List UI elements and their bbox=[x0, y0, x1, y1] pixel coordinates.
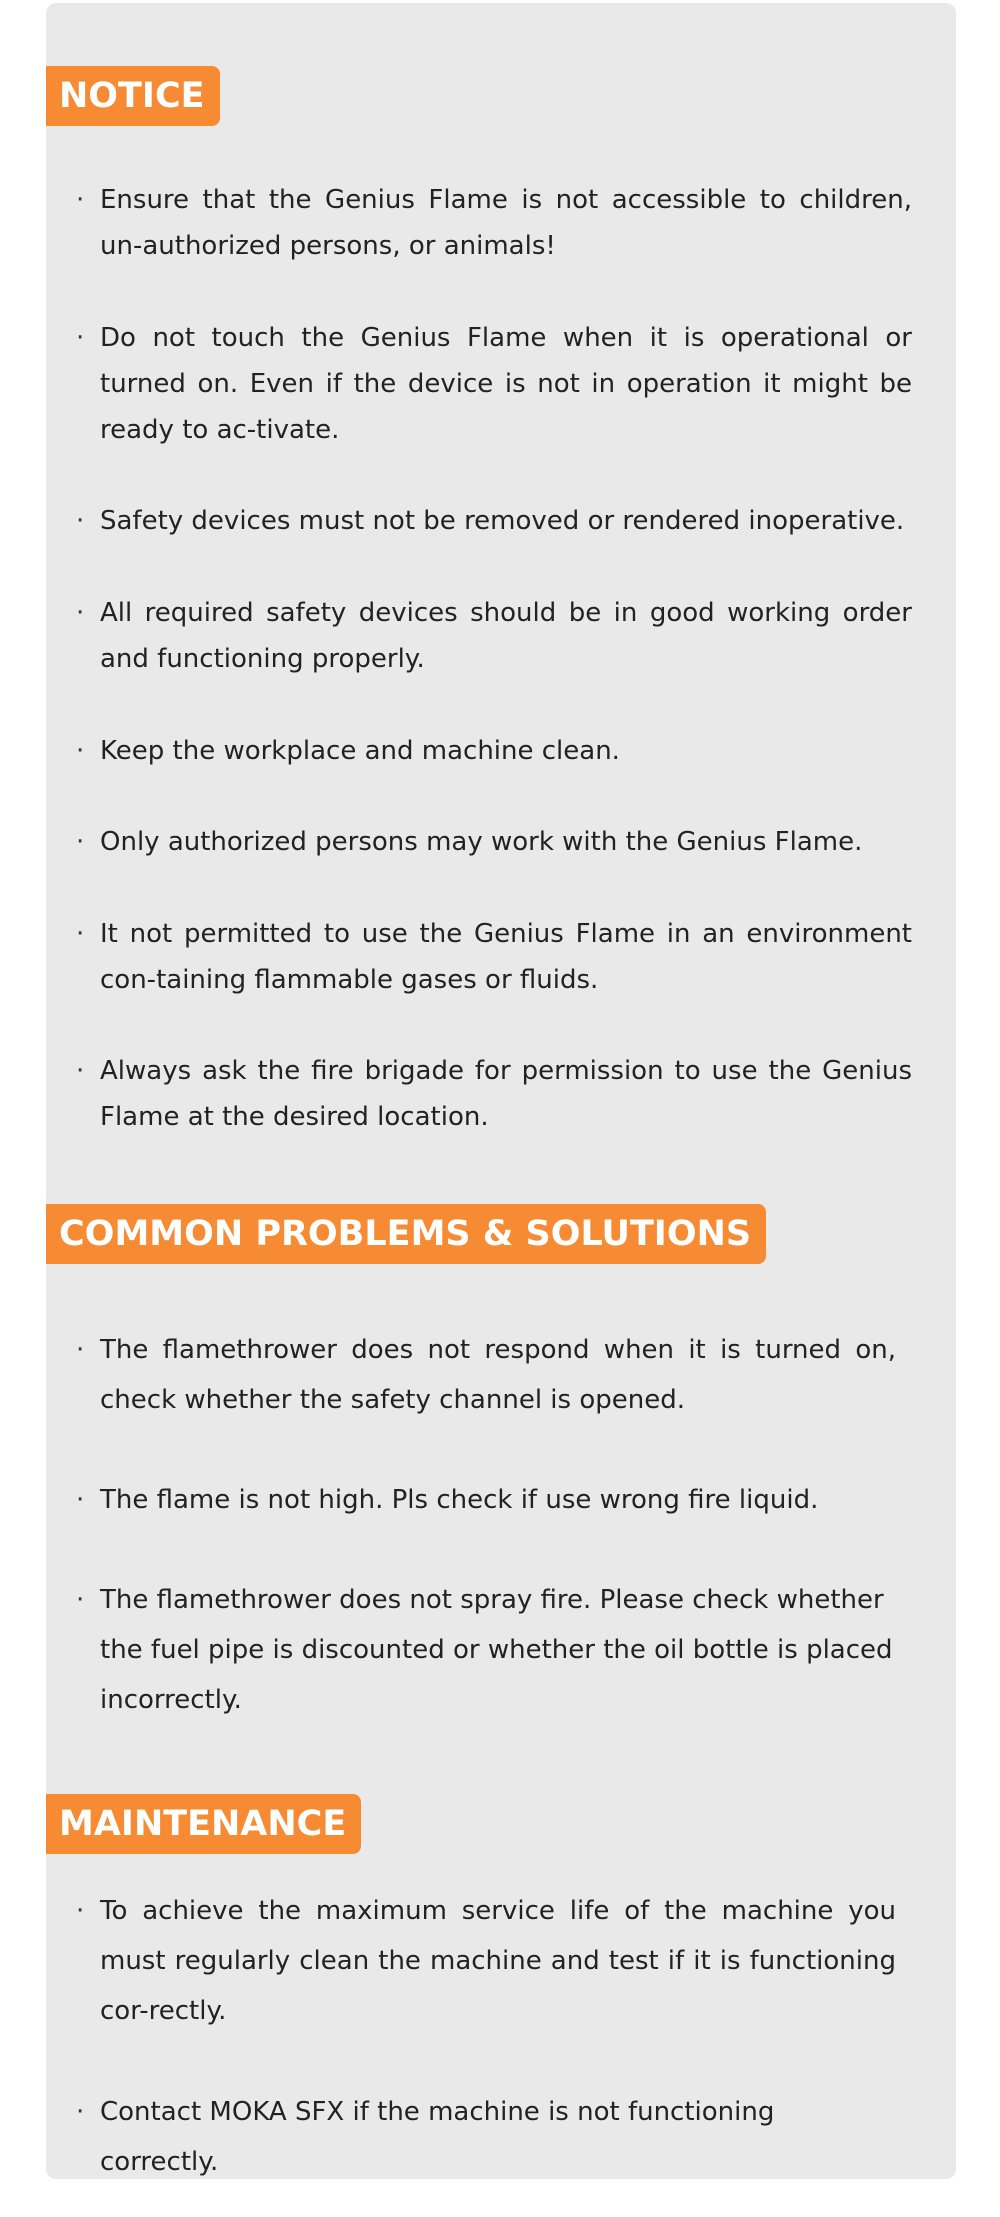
list-item-text: Only authorized persons may work with the Genius Flame. bbox=[100, 827, 863, 857]
bullet-icon: · bbox=[76, 506, 85, 536]
bullet-icon: · bbox=[76, 185, 85, 215]
list-item-text: The flamethrower does not respond when it is turned on, check whether the safety channel is opened. bbox=[100, 1335, 896, 1415]
bullet-icon: · bbox=[76, 827, 85, 857]
list-item-text: All required safety devices should be in good working order and functioning properly. bbox=[100, 598, 912, 674]
notice-header: NOTICE bbox=[46, 66, 220, 126]
list-item-text: Safety devices must not be removed or rendered inoperative. bbox=[100, 506, 905, 536]
list-item-text: Keep the workplace and machine clean. bbox=[100, 736, 620, 766]
list-item-text: Contact MOKA SFX if the machine is not functioning correctly. bbox=[100, 2097, 775, 2177]
list-item-text: Do not touch the Genius Flame when it is operational or turned on. Even if the device is not in operation it might be ready to ac-tivate. bbox=[100, 323, 912, 445]
list-item bbox=[76, 1575, 896, 1725]
list-item bbox=[76, 315, 912, 453]
list-item-text: To achieve the maximum service life of the machine you must regularly clean the machine and test if it is functioning cor-rectly. bbox=[100, 1896, 896, 2026]
list-item bbox=[76, 728, 912, 774]
list-item bbox=[76, 1325, 896, 1425]
list-item bbox=[76, 1048, 912, 1140]
list-item-text: The flamethrower does not spray fire. Please check whether the fuel pipe is discounted or whether the oil bottle is placed incorrectly. bbox=[100, 1585, 893, 1715]
bullet-icon: · bbox=[76, 736, 85, 766]
list-item-text: Always ask the fire brigade for permission to use the Genius Flame at the desired location. bbox=[100, 1056, 912, 1132]
list-item-text: Ensure that the Genius Flame is not accessible to children, un-authorized persons, or animals! bbox=[100, 185, 912, 261]
list-item bbox=[76, 2087, 896, 2187]
bullet-icon: · bbox=[76, 1485, 85, 1515]
problems-header: COMMON PROBLEMS & SOLUTIONS bbox=[46, 1204, 766, 1264]
bullet-icon: · bbox=[76, 1585, 85, 1615]
list-item bbox=[76, 1475, 896, 1525]
list-item-text: The flame is not high. Pls check if use wrong fire liquid. bbox=[100, 1485, 819, 1515]
list-item bbox=[76, 498, 912, 544]
bullet-icon: · bbox=[76, 1056, 85, 1086]
list-item bbox=[76, 911, 912, 1003]
list-item bbox=[76, 819, 912, 865]
list-item bbox=[76, 177, 912, 269]
bullet-icon: · bbox=[76, 1335, 85, 1365]
maintenance-header: MAINTENANCE bbox=[46, 1794, 361, 1854]
bullet-icon: · bbox=[76, 1896, 85, 1926]
bullet-icon: · bbox=[76, 598, 85, 628]
list-item bbox=[76, 1886, 896, 2036]
list-item-text: It not permitted to use the Genius Flame in an environment con-taining flammable gases or fluids. bbox=[100, 919, 912, 995]
list-item bbox=[76, 590, 912, 682]
bullet-icon: · bbox=[76, 2097, 85, 2127]
bullet-icon: · bbox=[76, 323, 85, 353]
bullet-icon: · bbox=[76, 919, 85, 949]
